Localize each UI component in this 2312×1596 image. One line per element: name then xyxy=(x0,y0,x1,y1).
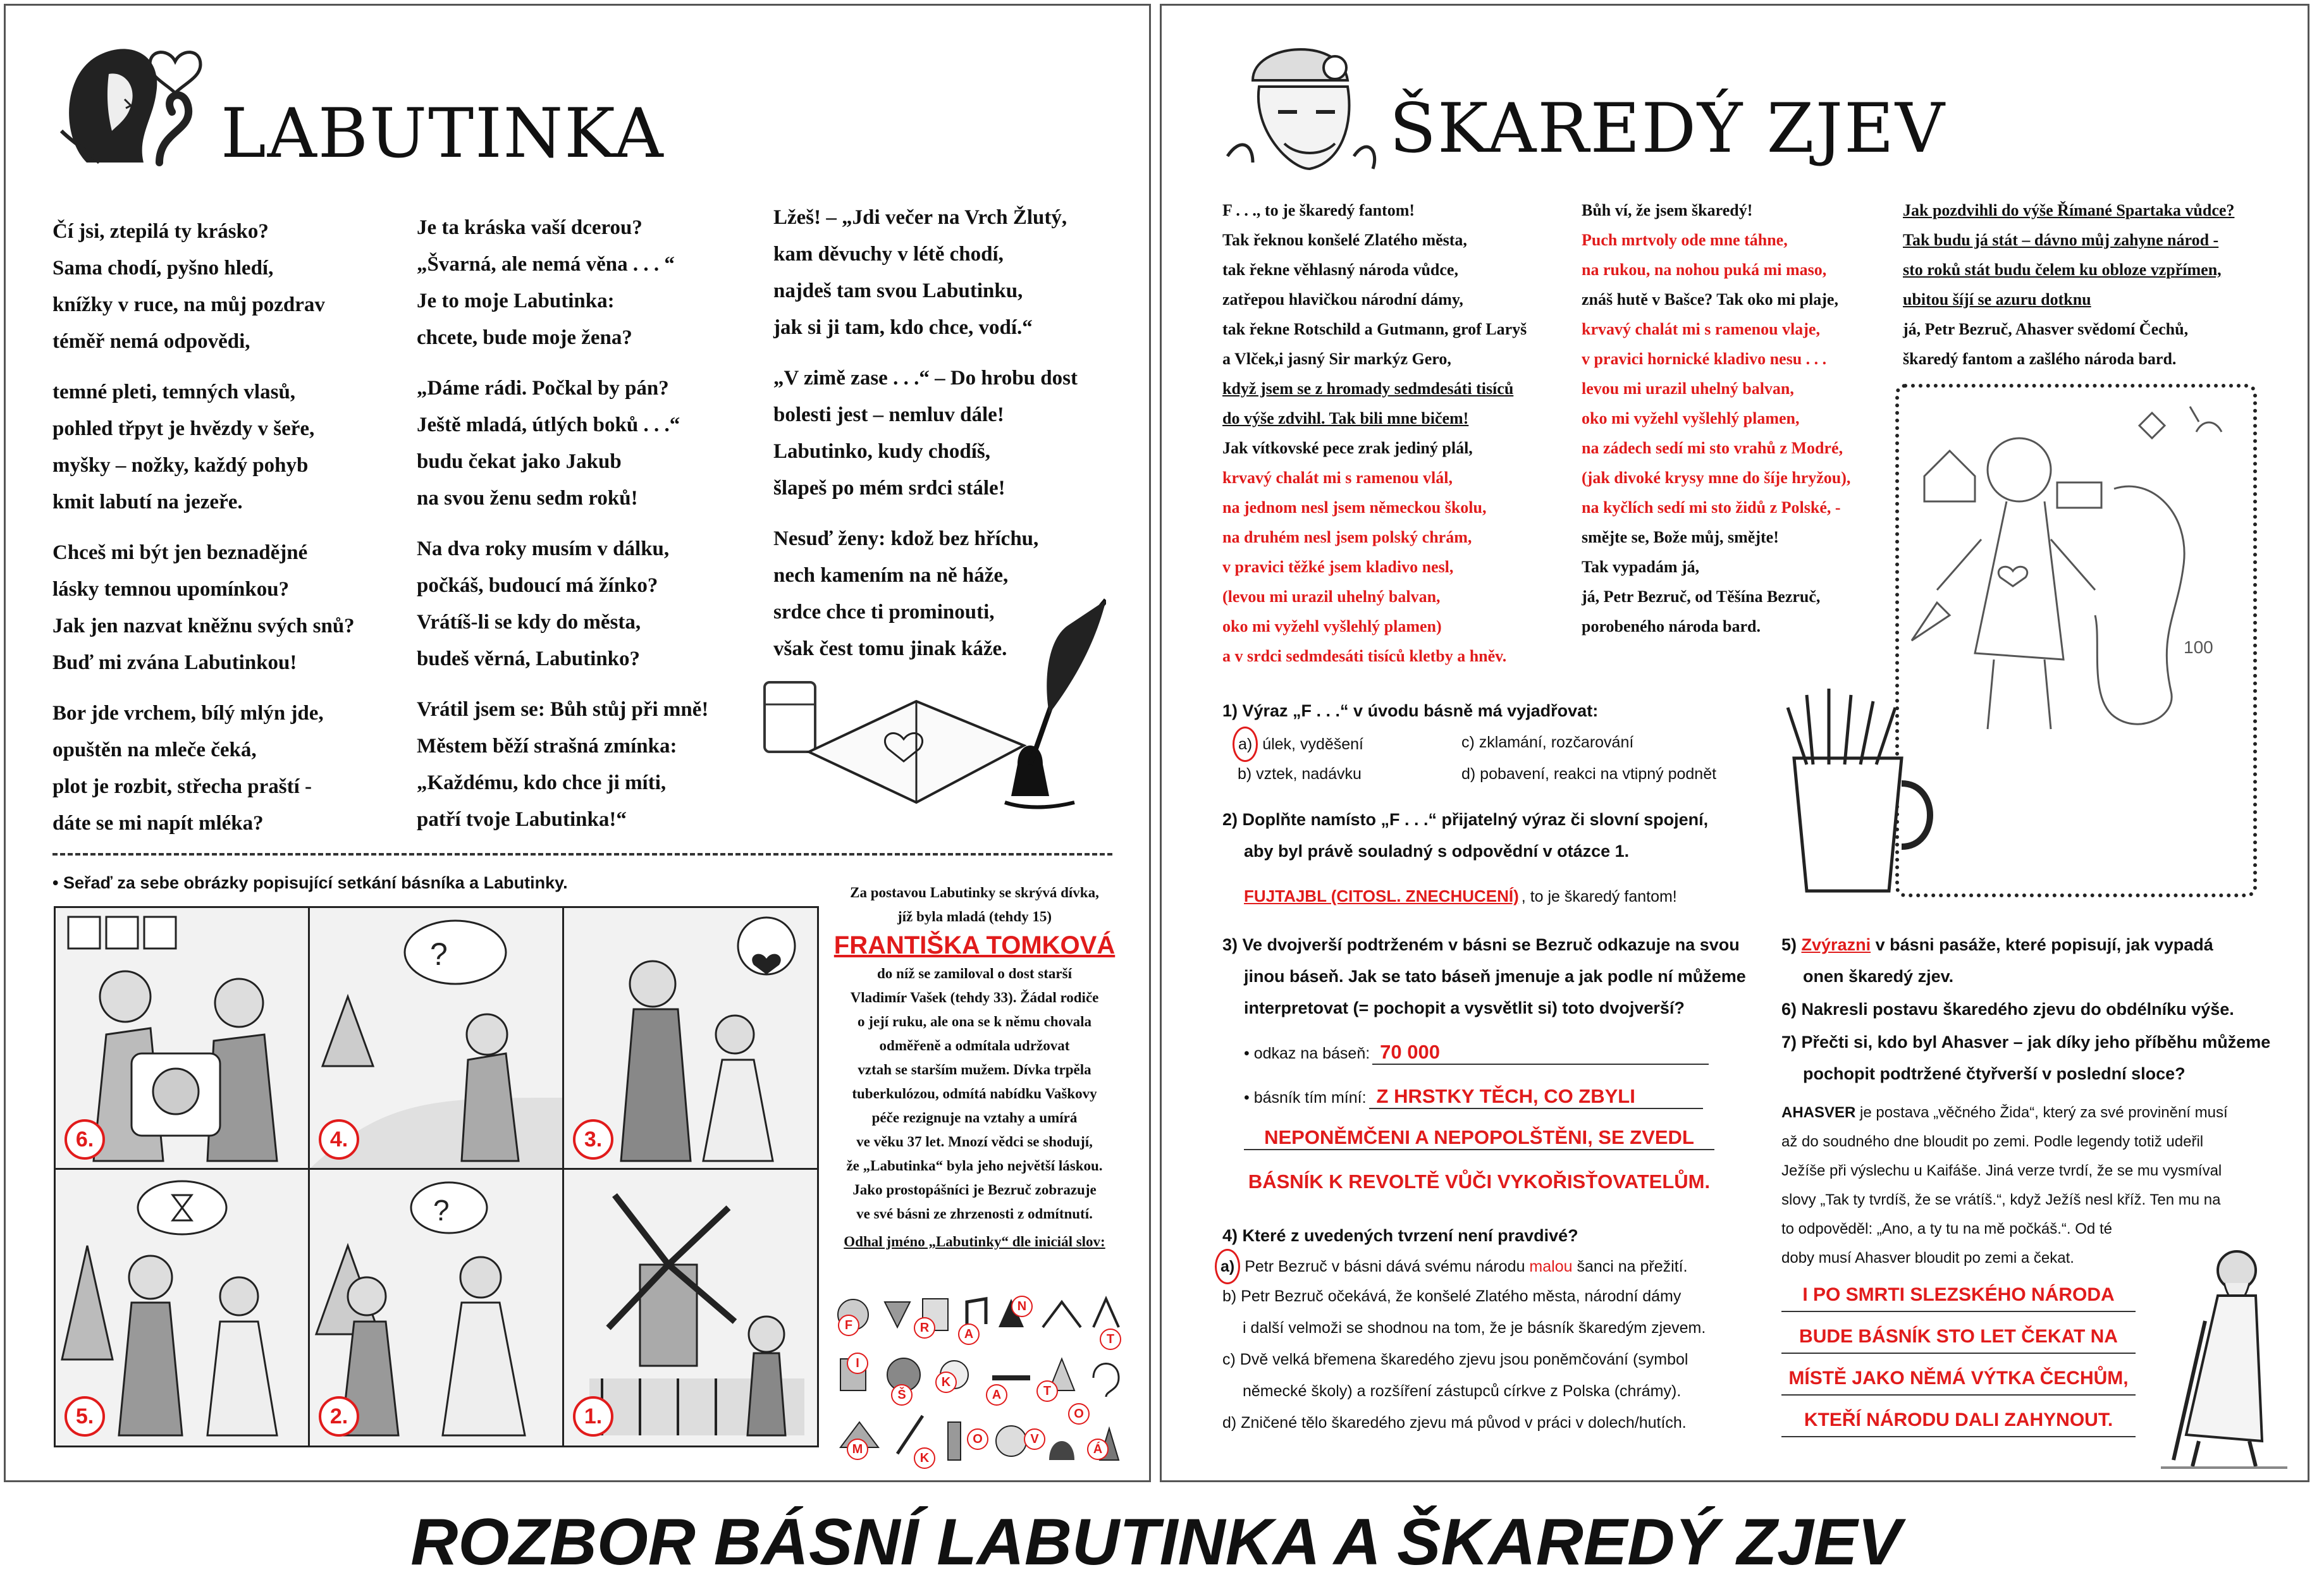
q3-reference-row xyxy=(1244,1038,1709,1069)
question-7-cont: pochopit podtržené čtyřverší v poslední sloce? xyxy=(1803,1064,2186,1083)
verse: knížky v ruce, na můj pozdrav xyxy=(52,293,325,316)
q7-answer[interactable]: BUDE BÁSNÍK STO LET ČEKAT NA xyxy=(1781,1321,2136,1354)
verse: však čest tomu jinak káže. xyxy=(773,637,1007,660)
paragraph-text: je postava „věčného Žida“, který za své provinění musí xyxy=(1855,1104,2228,1121)
panel-number: 6. xyxy=(65,1119,105,1160)
option-text: Petr Bezruč v básni dává svému národu xyxy=(1245,1258,1530,1275)
verse: na zádech sedí mi sto vrahů z Modré, xyxy=(1582,439,1843,457)
verse: kam děvuchy v létě chodí, xyxy=(773,243,1004,266)
story-panel[interactable] xyxy=(308,906,565,1170)
puzzle-title: Odhal jméno „Labutinky“ dle iniciál slov: xyxy=(844,1234,1105,1249)
verse: škaredý fantom a zašlého národa bard. xyxy=(1903,350,2177,368)
verse: Jak vítkovské pece zrak jediný plál, xyxy=(1222,439,1473,457)
poem-column-3 xyxy=(1903,195,2234,374)
question-7: 7) Přečti si, kdo byl Ahasver – jak díky jeho příběhu můžeme xyxy=(1781,1033,2271,1052)
q4-option-a[interactable] xyxy=(1215,1249,1688,1284)
verse: patří tvoje Labutinka!“ xyxy=(417,808,627,831)
verse: „Každému, kdo chce ji míti, xyxy=(417,771,667,794)
option-text: úlek, vyděšení xyxy=(1262,735,1364,753)
panel-number: 5. xyxy=(65,1396,105,1437)
poem-column-1 xyxy=(1222,195,1527,671)
note-line: tuberkulózou, odmítá nabídku Vaškovy xyxy=(852,1086,1097,1102)
poem-column-1 xyxy=(52,213,355,856)
verse: Sama chodí, pyšno hledí, xyxy=(52,257,274,279)
verse: krvavý chalát mi s ramenou vlál, xyxy=(1222,469,1453,487)
q2-answer[interactable]: FUJTAJBL (CITOSL. ZNECHUCENÍ) xyxy=(1244,887,1519,905)
verse: dáte se mi napít mléka? xyxy=(52,812,264,835)
svg-text:?: ? xyxy=(433,1194,450,1227)
verse: Jak pozdvihli do výše Římané Spartaka vůdce? xyxy=(1903,201,2235,219)
q4-option-b-cont: i další velmoži se shodnou na tom, že je básník škaredým zjevem. xyxy=(1243,1319,1706,1337)
verse: Tak budu já stát – dávno můj zahyne národ - xyxy=(1903,231,2219,249)
q4-option-c-cont: německé školy) a rozšíření zástupců církve z Polska (chrámy). xyxy=(1243,1382,1682,1400)
book-quill-illustration xyxy=(752,587,1106,828)
q7-answer[interactable]: I PO SMRTI SLEZSKÉHO NÁRODA xyxy=(1781,1279,2136,1312)
verse: a v srdci sedmdesáti tisíců kletby a hněv. xyxy=(1222,647,1507,665)
stanza xyxy=(52,534,355,681)
verse: v pravici hornické kladivo nesu . . . xyxy=(1582,350,1827,368)
question-2: 2) Doplňte namísto „F . . .“ přijatelný výraz či slovní spojení, xyxy=(1222,810,1709,829)
question-text: v básni pasáže, které popisují, jak vypadá xyxy=(1871,935,2213,954)
verse: Bůh ví, že jsem škaredý! xyxy=(1582,201,1753,219)
paragraph-line xyxy=(1781,1098,2228,1127)
question-3-cont: jinou báseň. Jak se tato báseň jmenuje a jak podle ní můžeme xyxy=(1244,967,1746,986)
verse: bolesti jest – nemluv dále! xyxy=(773,403,1004,426)
stanza xyxy=(417,209,708,356)
verse: budu čekat jako Jakub xyxy=(417,450,622,473)
verse: Lžeš! – „Jdi večer na Vrch Žlutý, xyxy=(773,206,1067,229)
verse: Ještě mladá, útlých boků . . .“ xyxy=(417,414,680,436)
verse: já, Petr Bezruč, Ahasver svědomí Čechů, xyxy=(1903,320,2189,338)
story-panel[interactable] xyxy=(54,1168,311,1447)
letter-badge: Á xyxy=(1087,1439,1109,1460)
svg-text:?: ? xyxy=(430,936,448,972)
poem-title: LABUTINKA xyxy=(221,94,665,173)
paragraph-line: až do soudného dne bloudit po zemi. Podle legendy totiž udeřil xyxy=(1781,1133,2204,1150)
q7-answer[interactable]: MÍSTĚ JAKO NĚMÁ VÝTKA ČECHŮM, xyxy=(1781,1363,2136,1396)
stanza xyxy=(52,695,355,842)
letter-badge: A xyxy=(986,1384,1007,1406)
q4-option-b[interactable]: b) Petr Bezruč očekává, že konšelé Zlatého města, národní dámy xyxy=(1222,1287,1682,1305)
story-panel[interactable] xyxy=(308,1168,565,1447)
pencil-mug-illustration xyxy=(1769,689,1933,897)
verse: a Vlček,i jasný Sir markýz Gero, xyxy=(1222,350,1451,368)
verse: opuštěn na mleče čeká, xyxy=(52,739,257,761)
panel-number: 4. xyxy=(319,1119,359,1160)
story-panel[interactable] xyxy=(54,906,311,1170)
verse: plot je rozbit, střecha praští - xyxy=(52,775,312,798)
verse: myšky – nožky, každý pohyb xyxy=(52,454,309,477)
letter-badge: O xyxy=(1068,1403,1090,1425)
term: AHASVER xyxy=(1781,1104,1856,1121)
question-2-cont: aby byl právě souladný s odpovědní v otázce 1. xyxy=(1244,842,1630,861)
verse: tak řekne věhlasný národa vůdce, xyxy=(1222,261,1458,279)
meaning-answer[interactable]: Z HRSTKY TĚCH, CO ZBYLI xyxy=(1369,1085,1703,1109)
poem-column-2 xyxy=(417,209,708,852)
question-3: 3) Ve dvojverší podtrženém v básni se Bezruč odkazuje na svou xyxy=(1222,935,1740,954)
verse: (jak divoké krysy mne do šíje hryžou), xyxy=(1582,469,1851,487)
q7-answer[interactable]: KTEŘÍ NÁRODU DALI ZAHYNOUT. xyxy=(1781,1404,2136,1437)
q3-meaning-row xyxy=(1244,1082,1703,1114)
story-panel[interactable] xyxy=(562,1168,819,1447)
verse: F . . ., to je škaredý fantom! xyxy=(1222,201,1415,219)
woman-swan-illustration xyxy=(49,36,219,169)
verse: budeš věrná, Labutinko? xyxy=(417,648,641,670)
question-1: 1) Výraz „F . . .“ v úvodu básně má vyjadřovat: xyxy=(1222,701,1599,720)
labutinka-worksheet xyxy=(4,4,1151,1482)
verse: Chceš mi být jen beznadějné xyxy=(52,541,308,564)
panel-number: 2. xyxy=(319,1396,359,1437)
drawing-area[interactable] xyxy=(1895,384,2257,897)
question-4: 4) Které z uvedených tvrzení není pravdivé? xyxy=(1222,1226,1578,1245)
q4-option-d[interactable]: d) Zničené tělo škaredého zjevu má původ v práci v dolech/hutích. xyxy=(1222,1414,1687,1432)
section-divider xyxy=(52,853,1112,856)
note-line: odměřeně a odmítala udržovat xyxy=(879,1038,1070,1053)
note-line: ve své básni ze zhrzenosti z odmítnutí. xyxy=(856,1206,1093,1222)
initials-puzzle xyxy=(828,1289,1131,1473)
verse: Vrátíš-li se kdy do města, xyxy=(417,611,641,634)
note-line: o její ruku, ale ona se k němu chovala xyxy=(858,1014,1091,1029)
panel-number: 1. xyxy=(573,1396,613,1437)
poem-column-2 xyxy=(1582,195,1850,641)
question-number: 5) xyxy=(1781,935,1797,954)
verse: pohled třpyt je hvězdy v šeře, xyxy=(52,417,315,440)
stanza xyxy=(417,370,708,517)
meaning-answer[interactable]: NEPONĚMČENI A NEPOPOLŠTĚNI, SE ZVEDL xyxy=(1244,1126,1714,1150)
verse: temné pleti, temných vlasů, xyxy=(52,381,296,403)
letter-badge: F xyxy=(838,1315,859,1336)
poem-title: ŠKAREDÝ ZJEV xyxy=(1389,89,1946,168)
verse: já, Petr Bezruč, od Těšína Bezruč, xyxy=(1582,587,1821,606)
answer-circle-mark: a) xyxy=(1215,1249,1240,1284)
paragraph-line: doby musí Ahasver bloudit po zemi a čekat. xyxy=(1781,1249,2074,1267)
verse: Je ta kráska vaší dcerou? xyxy=(417,216,643,239)
verse: nech kamením na ně háže, xyxy=(773,564,1009,587)
note-line: do níž se zamiloval o dost starší xyxy=(877,966,1072,981)
stanza xyxy=(52,213,355,360)
option-text-highlight: malou xyxy=(1529,1258,1573,1275)
verse: Na dva roky musím v dálku, xyxy=(417,537,670,560)
question-5-cont: onen škaredý zjev. xyxy=(1803,967,1954,986)
verse: na druhém nesl jsem polský chrám, xyxy=(1222,528,1472,546)
verse: když jsem se z hromady sedmdesáti tisíců xyxy=(1222,379,1514,398)
wanderer-illustration xyxy=(2148,1232,2300,1473)
story-panel[interactable] xyxy=(562,906,819,1170)
svg-text:100: 100 xyxy=(2184,637,2213,657)
q1-option-b[interactable]: b) vztek, nadávku xyxy=(1238,765,1362,783)
note-line: vztah se starším mužem. Dívka trpěla xyxy=(858,1062,1091,1077)
verse: krvavý chalát mi s ramenou vlaje, xyxy=(1582,320,1820,338)
verse: šlapeš po mém srdci stále! xyxy=(773,477,1005,500)
highlight-word: Zvýrazni xyxy=(1801,935,1871,954)
verse: znáš hutě v Bašce? Tak oko mi plaje, xyxy=(1582,290,1838,309)
q2-tail: , to je škaredý fantom! xyxy=(1521,888,1677,905)
letter-badge: R xyxy=(914,1317,935,1339)
letter-badge: K xyxy=(914,1447,935,1469)
worksheet-title: ROZBOR BÁSNÍ LABUTINKA A ŠKAREDÝ ZJEV xyxy=(410,1506,1902,1579)
reference-answer[interactable]: 70 000 xyxy=(1372,1041,1709,1065)
verse: ubitou šíjí se azuru dotknu xyxy=(1903,290,2091,309)
verse: srdce chce ti prominouti, xyxy=(773,601,995,623)
letter-badge: N xyxy=(1011,1296,1033,1317)
miner-illustration xyxy=(1215,30,1386,175)
verse: „Švarná, ale nemá věna . . . “ xyxy=(417,253,675,276)
verse: Labutinko, kudy chodíš, xyxy=(773,440,991,463)
q4-option-c[interactable]: c) Dvě velká břemena škaredého zjevu jsou poněmčování (symbol xyxy=(1222,1351,1688,1368)
question-5 xyxy=(1781,929,2213,961)
q1-option-a[interactable] xyxy=(1233,727,1363,762)
verse: Buď mi zvána Labutinkou! xyxy=(52,651,297,674)
stanza xyxy=(773,360,1078,506)
stanza xyxy=(773,199,1078,346)
verse: „Dáme rádi. Počkal by pán? xyxy=(417,377,669,400)
verse: smějte se, Bože můj, smějte! xyxy=(1582,528,1779,546)
verse: Čí jsi, ztepilá ty krásko? xyxy=(52,220,269,243)
verse: Tak vypadám já, xyxy=(1582,558,1700,576)
paragraph-line: slovy „Tak ty tvrdíš, že se vrátíš.“, když Ježíš nesl kříž. Ten mu na xyxy=(1781,1191,2221,1208)
stanza xyxy=(417,691,708,838)
sketch-figure-drawing xyxy=(1899,388,2246,886)
verse: Tak řeknou konšelé Zlatého města, xyxy=(1222,231,1467,249)
answer-circle-mark: a) xyxy=(1233,727,1258,762)
q1-option-c[interactable]: c) zklamání, rozčarování xyxy=(1461,734,1634,751)
reference-label: • odkaz na báseň: xyxy=(1244,1045,1370,1062)
letter-badge: A xyxy=(958,1323,980,1345)
verse: chcete, bude moje žena? xyxy=(417,326,632,349)
letter-badge: M xyxy=(847,1439,868,1460)
hidden-name-answer: FRANTIŠKA TOMKOVÁ xyxy=(833,931,1116,959)
verse: Městem běží strašná zmínka: xyxy=(417,735,677,758)
verse: porobeného národa bard. xyxy=(1582,617,1761,635)
verse: na rukou, na nohou puká mi maso, xyxy=(1582,261,1827,279)
verse: na svou ženu sedm roků! xyxy=(417,487,638,510)
note-line: ve věku 37 let. Mnozí vědci se shodují, xyxy=(856,1134,1093,1150)
letter-badge: V xyxy=(1024,1428,1045,1450)
ordering-task: • Seřaď za sebe obrázky popisující setkání básníka a Labutinky. xyxy=(52,873,568,892)
verse: jak si ji tam, kdo chce, vodí.“ xyxy=(773,316,1033,339)
note-line: Jako prostopášníci je Bezruč zobrazuje xyxy=(852,1182,1097,1198)
question-6: 6) Nakresli postavu škaredého zjevu do obdélníku výše. xyxy=(1781,1000,2234,1019)
question-3-cont: interpretovat (= pochopit a vysvětlit si) toto dvojverší? xyxy=(1244,998,1685,1017)
letter-badge: Š xyxy=(891,1384,913,1406)
note-line: Vladimír Vašek (tehdy 33). Žádal rodiče xyxy=(850,990,1099,1005)
verse: do výše zdvihl. Tak bili mne bičem! xyxy=(1222,409,1469,427)
note-line: péče rezignuje na vztahy a umírá xyxy=(871,1110,1078,1126)
letter-badge: T xyxy=(1100,1329,1121,1350)
verse: tak řekne Rotschild a Gutmann, grof Laryš xyxy=(1222,320,1527,338)
panel-number: 3. xyxy=(573,1119,613,1160)
verse: levou mi urazil uhelný balvan, xyxy=(1582,379,1794,398)
verse: lásky temnou upomínkou? xyxy=(52,578,290,601)
option-text: šanci na přežití. xyxy=(1572,1258,1688,1275)
verse: na kyčlích sedí mi sto židů z Polské, - xyxy=(1582,498,1841,517)
verse: počkáš, budoucí má žínko? xyxy=(417,574,658,597)
verse: na jednom nesl jsem německou školu, xyxy=(1222,498,1487,517)
verse: Jak jen nazvat kněžnu svých snů? xyxy=(52,615,355,637)
meaning-answer[interactable]: BÁSNÍK K REVOLTĚ VŮČI VYKOŘISŤOVATELŮM. xyxy=(1248,1170,1711,1193)
verse: Nesuď ženy: kdož bez hříchu, xyxy=(773,527,1039,550)
verse: v pravici těžké jsem kladivo nesl, xyxy=(1222,558,1454,576)
meaning-label: • básník tím míní: xyxy=(1244,1089,1367,1107)
verse: kmit labutí na jezeře. xyxy=(52,491,243,513)
verse: Vrátil jsem se: Bůh stůj při mně! xyxy=(417,698,709,721)
letter-badge: T xyxy=(1036,1380,1058,1402)
verse: „V zimě zase . . .“ – Do hrobu dost xyxy=(773,367,1078,390)
verse: najdeš tam svou Labutinku, xyxy=(773,279,1023,302)
note-line: že „Labutinka“ byla jeho největší láskou. xyxy=(846,1158,1103,1174)
skaredy-zjev-worksheet xyxy=(1160,4,2309,1482)
paragraph-line: to odpověděl: „Ano, a ty tu na mě počkáš.“. Od té xyxy=(1781,1220,2112,1237)
note-intro: jíž byla mladá (tehdy 15) xyxy=(897,909,1052,924)
q1-option-d[interactable]: d) pobavení, reakci na vtipný podnět xyxy=(1461,765,1717,783)
verse: oko mi vyžehl vyšlehlý plamen) xyxy=(1222,617,1442,635)
verse: Puch mrtvoly ode mne táhne, xyxy=(1582,231,1788,249)
verse: Je to moje Labutinka: xyxy=(417,290,615,312)
letter-badge: K xyxy=(935,1372,957,1393)
stanza xyxy=(417,531,708,677)
note-intro: Za postavou Labutinky se skrývá dívka, xyxy=(850,885,1099,900)
q2-answer-row xyxy=(1244,881,1677,912)
letter-badge: I xyxy=(847,1353,868,1374)
verse: zatřepou hlavičkou národní dámy, xyxy=(1222,290,1463,309)
verse: (levou mi urazil uhelný balvan, xyxy=(1222,587,1441,606)
verse: oko mi vyžehl vyšlehlý plamen, xyxy=(1582,409,1800,427)
biography-note xyxy=(816,881,1133,1254)
verse: Bor jde vrchem, bílý mlýn jde, xyxy=(52,702,324,725)
verse: téměř nemá odpovědi, xyxy=(52,330,250,353)
paragraph-line: Ježíše při výslechu u Kaifáše. Jiná verze tvrdí, že se mu vysmíval xyxy=(1781,1162,2222,1179)
letter-badge: O xyxy=(967,1428,988,1450)
verse: sto roků stát budu čelem ku obloze vzpřímen, xyxy=(1903,261,2222,279)
stanza xyxy=(52,374,355,520)
